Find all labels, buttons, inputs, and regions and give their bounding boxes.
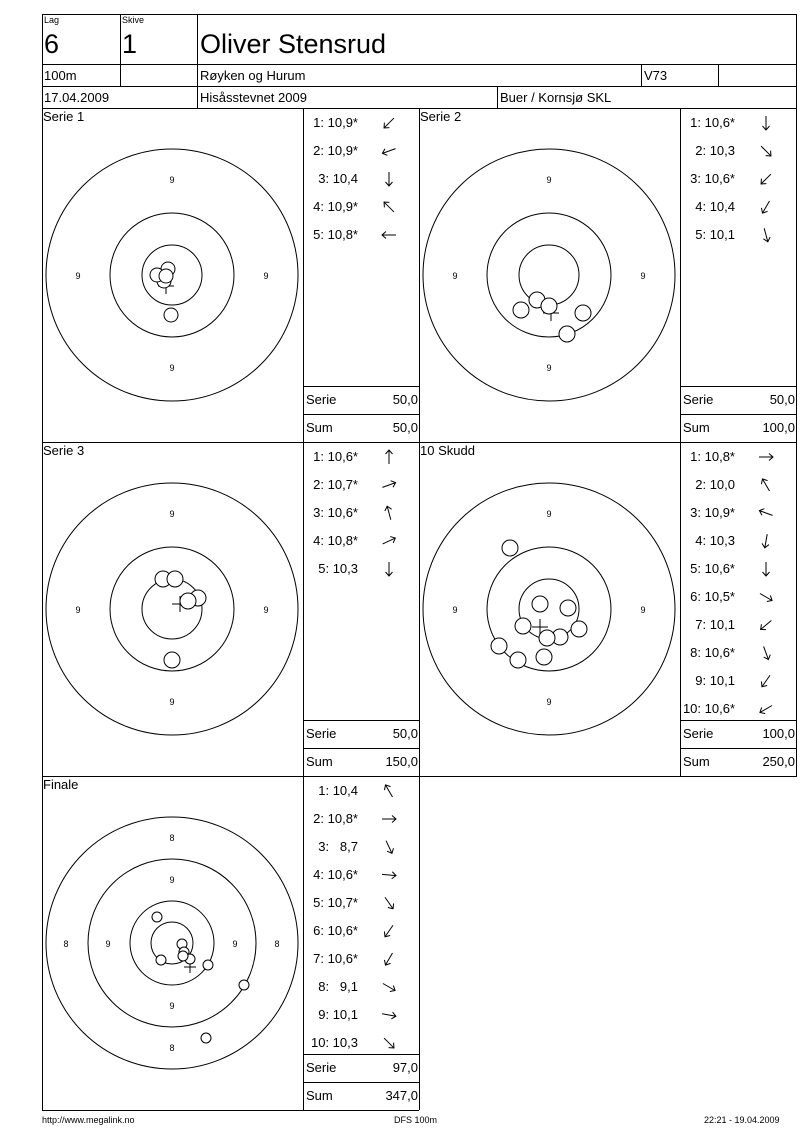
shot-row [304, 227, 358, 242]
shot-score: 6: 10,6* [313, 923, 358, 938]
shot-hole [559, 326, 575, 342]
target-serie-1 [46, 149, 300, 403]
ring-label: 9 [640, 271, 646, 281]
shot-score: 3: 10,9* [690, 505, 735, 520]
shot-hole [201, 1033, 211, 1043]
shot-score: 5: 10,6* [690, 561, 735, 576]
direction-arrow-icon [757, 114, 775, 132]
shot-score: 10: 10,3 [311, 1035, 358, 1050]
shot-hole [541, 298, 557, 314]
shot-hole [178, 951, 188, 961]
shot-row [681, 561, 735, 576]
shot-score: 5: 10,1 [695, 227, 735, 242]
sum-total [306, 754, 418, 769]
direction-arrow-icon [757, 644, 775, 662]
shot-hole [152, 912, 162, 922]
distance: 100m [44, 68, 77, 83]
shot-row [304, 923, 358, 938]
sum-label: Sum [306, 754, 333, 769]
direction-arrow-icon [757, 532, 775, 550]
shot-row [304, 449, 358, 464]
shot-hole [159, 269, 173, 283]
lag-label: Lag [44, 15, 60, 25]
shot-hole [491, 638, 507, 654]
panel-title-finale: Finale [43, 777, 79, 792]
sum-label: Sum [683, 754, 710, 769]
shot-row [681, 645, 735, 660]
shot-row [304, 811, 358, 826]
shot-row [681, 199, 735, 214]
serie-total [306, 1060, 418, 1075]
ring-label: 8 [169, 833, 175, 843]
shot-score: 9: 10,1 [695, 673, 735, 688]
direction-arrow-icon [380, 476, 398, 494]
direction-arrow-icon [757, 588, 775, 606]
direction-arrow-icon [380, 504, 398, 522]
shooter-name: Oliver Stensrud [200, 29, 387, 59]
direction-arrow-icon [380, 978, 398, 996]
shot-row [304, 1007, 358, 1022]
direction-arrow-icon [380, 198, 398, 216]
date: 17.04.2009 [44, 90, 110, 105]
serie-label: Serie [683, 392, 714, 407]
shot-hole [536, 649, 552, 665]
shot-row [304, 951, 358, 966]
shot-hole [502, 540, 518, 556]
serie-label: Serie [306, 1060, 337, 1075]
direction-arrow-icon [757, 672, 775, 690]
ring-label: 8 [63, 939, 69, 949]
direction-arrow-icon [757, 616, 775, 634]
shot-score: 2: 10,9* [313, 143, 358, 158]
shot-score: 4: 10,3 [695, 533, 735, 548]
serie-total [683, 392, 795, 407]
sum-total [683, 754, 795, 769]
shot-hole [180, 593, 196, 609]
direction-arrow-icon [380, 922, 398, 940]
shot-row [681, 477, 735, 492]
ring-label: 9 [75, 605, 81, 615]
shot-row [681, 701, 735, 716]
target-10-skudd [423, 483, 677, 737]
serie-value: 100,0 [762, 726, 795, 741]
panel-title-10-skudd: 10 Skudd [420, 443, 475, 458]
shot-row [304, 895, 358, 910]
ring-label: 9 [105, 939, 111, 949]
direction-arrow-icon [380, 838, 398, 856]
shot-score: 7: 10,1 [695, 617, 735, 632]
shot-score: 5: 10,3 [318, 561, 358, 576]
ring-label: 9 [546, 509, 552, 519]
shot-hole [513, 302, 529, 318]
ring-label: 9 [232, 939, 238, 949]
sum-value: 50,0 [392, 420, 418, 435]
shot-row [681, 171, 735, 186]
shot-score: 2: 10,7* [313, 477, 358, 492]
sum-label: Sum [683, 420, 710, 435]
direction-arrow-icon [757, 170, 775, 188]
serie-total [683, 726, 795, 741]
shot-hole [510, 652, 526, 668]
sum-total [306, 1088, 418, 1103]
shot-score: 8: 10,6* [690, 645, 735, 660]
event: Hisåsstevnet 2009 [200, 90, 307, 105]
shot-score: 9: 10,1 [318, 1007, 358, 1022]
serie-value: 97,0 [392, 1060, 418, 1075]
shot-row [304, 199, 358, 214]
ring-label: 9 [452, 605, 458, 615]
shot-row [681, 589, 735, 604]
sum-value: 100,0 [762, 420, 795, 435]
direction-arrow-icon [380, 1006, 398, 1024]
skive-value: 1 [122, 29, 138, 59]
serie-total [306, 726, 418, 741]
footer-url[interactable]: http://www.megalink.no [42, 1115, 135, 1125]
shot-hole [164, 652, 180, 668]
shot-score: 7: 10,6* [313, 951, 358, 966]
shot-score: 2: 10,0 [695, 477, 735, 492]
direction-arrow-icon [380, 114, 398, 132]
serie-value: 50,0 [392, 392, 418, 407]
class: V73 [644, 68, 668, 83]
direction-arrow-icon [757, 504, 775, 522]
shot-hole [560, 600, 576, 616]
shot-row [304, 171, 358, 186]
serie-label: Serie [306, 726, 337, 741]
ring-label: 9 [169, 1001, 175, 1011]
shot-score: 8: 9,1 [318, 979, 358, 994]
shot-score: 6: 10,5* [690, 589, 735, 604]
ring-label: 9 [546, 697, 552, 707]
target-finale [46, 817, 300, 1071]
shot-row [681, 143, 735, 158]
ring-label: 9 [452, 271, 458, 281]
shot-score: 5: 10,8* [313, 227, 358, 242]
direction-arrow-icon [380, 866, 398, 884]
ring-label: 9 [169, 363, 175, 373]
shot-score: 4: 10,8* [313, 533, 358, 548]
sum-label: Sum [306, 420, 333, 435]
direction-arrow-icon [757, 448, 775, 466]
serie-value: 50,0 [769, 392, 795, 407]
ring-label: 9 [169, 875, 175, 885]
shot-hole [515, 618, 531, 634]
direction-arrow-icon [380, 810, 398, 828]
shot-hole [156, 955, 166, 965]
shot-hole [203, 960, 213, 970]
shot-hole [239, 980, 249, 990]
shot-hole [539, 630, 555, 646]
shot-row [304, 533, 358, 548]
serie-label: Serie [683, 726, 714, 741]
shot-hole [164, 308, 178, 322]
ring-label: 8 [274, 939, 280, 949]
panel-title-serie-2: Serie 2 [420, 109, 462, 124]
shot-row [304, 783, 358, 798]
shot-row [304, 561, 358, 576]
serie-total [306, 392, 418, 407]
ring-label: 9 [169, 175, 175, 185]
direction-arrow-icon [380, 560, 398, 578]
ring-label: 9 [169, 697, 175, 707]
sum-value: 150,0 [385, 754, 418, 769]
shot-row [304, 477, 358, 492]
shot-row [304, 979, 358, 994]
shot-row [304, 115, 358, 130]
shot-score: 1: 10,6* [313, 449, 358, 464]
direction-arrow-icon [380, 142, 398, 160]
shot-score: 3: 8,7 [318, 839, 358, 854]
direction-arrow-icon [380, 170, 398, 188]
shot-row [304, 867, 358, 882]
shot-row [304, 143, 358, 158]
direction-arrow-icon [380, 1034, 398, 1052]
target-serie-3 [46, 483, 300, 737]
ring-label: 9 [546, 363, 552, 373]
direction-arrow-icon [757, 142, 775, 160]
sum-label: Sum [306, 1088, 333, 1103]
shot-row [304, 839, 358, 854]
shot-score: 4: 10,9* [313, 199, 358, 214]
direction-arrow-icon [757, 700, 775, 718]
shot-score: 1: 10,9* [313, 115, 358, 130]
sum-value: 250,0 [762, 754, 795, 769]
direction-arrow-icon [380, 894, 398, 912]
sum-total [306, 420, 418, 435]
ring-label: 8 [169, 1043, 175, 1053]
ring-label: 9 [640, 605, 646, 615]
shot-score: 10: 10,6* [682, 701, 735, 716]
shot-score: 1: 10,6* [690, 115, 735, 130]
shot-score: 1: 10,4 [318, 783, 358, 798]
shot-hole [167, 571, 183, 587]
shot-row [681, 505, 735, 520]
shot-score: 4: 10,4 [695, 199, 735, 214]
ring-label: 9 [75, 271, 81, 281]
shot-hole [532, 596, 548, 612]
shot-row [681, 449, 735, 464]
panel-title-serie-1: Serie 1 [43, 109, 85, 124]
skive-label: Skive [122, 15, 145, 25]
ring-label: 9 [263, 605, 269, 615]
direction-arrow-icon [380, 950, 398, 968]
shot-row [681, 533, 735, 548]
direction-arrow-icon [380, 448, 398, 466]
serie-value: 50,0 [392, 726, 418, 741]
shot-score: 3: 10,6* [313, 505, 358, 520]
weapon: Buer / Kornsjø SKL [500, 90, 612, 105]
footer-program: DFS 100m [394, 1115, 438, 1125]
ring-label: 9 [546, 175, 552, 185]
target-serie-2 [423, 149, 677, 403]
shot-score: 3: 10,6* [690, 171, 735, 186]
shot-score: 2: 10,3 [695, 143, 735, 158]
shot-score: 4: 10,6* [313, 867, 358, 882]
ring-label: 9 [263, 271, 269, 281]
direction-arrow-icon [757, 560, 775, 578]
direction-arrow-icon [757, 476, 775, 494]
direction-arrow-icon [380, 782, 398, 800]
sum-total [683, 420, 795, 435]
shot-row [304, 1035, 358, 1050]
shot-row [304, 505, 358, 520]
lag-value: 6 [44, 29, 60, 59]
direction-arrow-icon [380, 226, 398, 244]
footer-timestamp: 22:21 - 19.04.2009 [704, 1115, 780, 1125]
shot-score: 1: 10,8* [690, 449, 735, 464]
direction-arrow-icon [757, 198, 775, 216]
shot-row [681, 617, 735, 632]
panel-title-serie-3: Serie 3 [43, 443, 85, 458]
shot-score: 2: 10,8* [313, 811, 358, 826]
shot-hole [575, 305, 591, 321]
serie-label: Serie [306, 392, 337, 407]
club: Røyken og Hurum [200, 68, 306, 83]
direction-arrow-icon [380, 532, 398, 550]
sum-value: 347,0 [385, 1088, 418, 1103]
shot-score: 3: 10,4 [318, 171, 358, 186]
shot-row [681, 673, 735, 688]
direction-arrow-icon [757, 226, 775, 244]
shot-score: 5: 10,7* [313, 895, 358, 910]
shot-row [681, 115, 735, 130]
shot-row [681, 227, 735, 242]
shot-hole [571, 621, 587, 637]
ring-label: 9 [169, 509, 175, 519]
